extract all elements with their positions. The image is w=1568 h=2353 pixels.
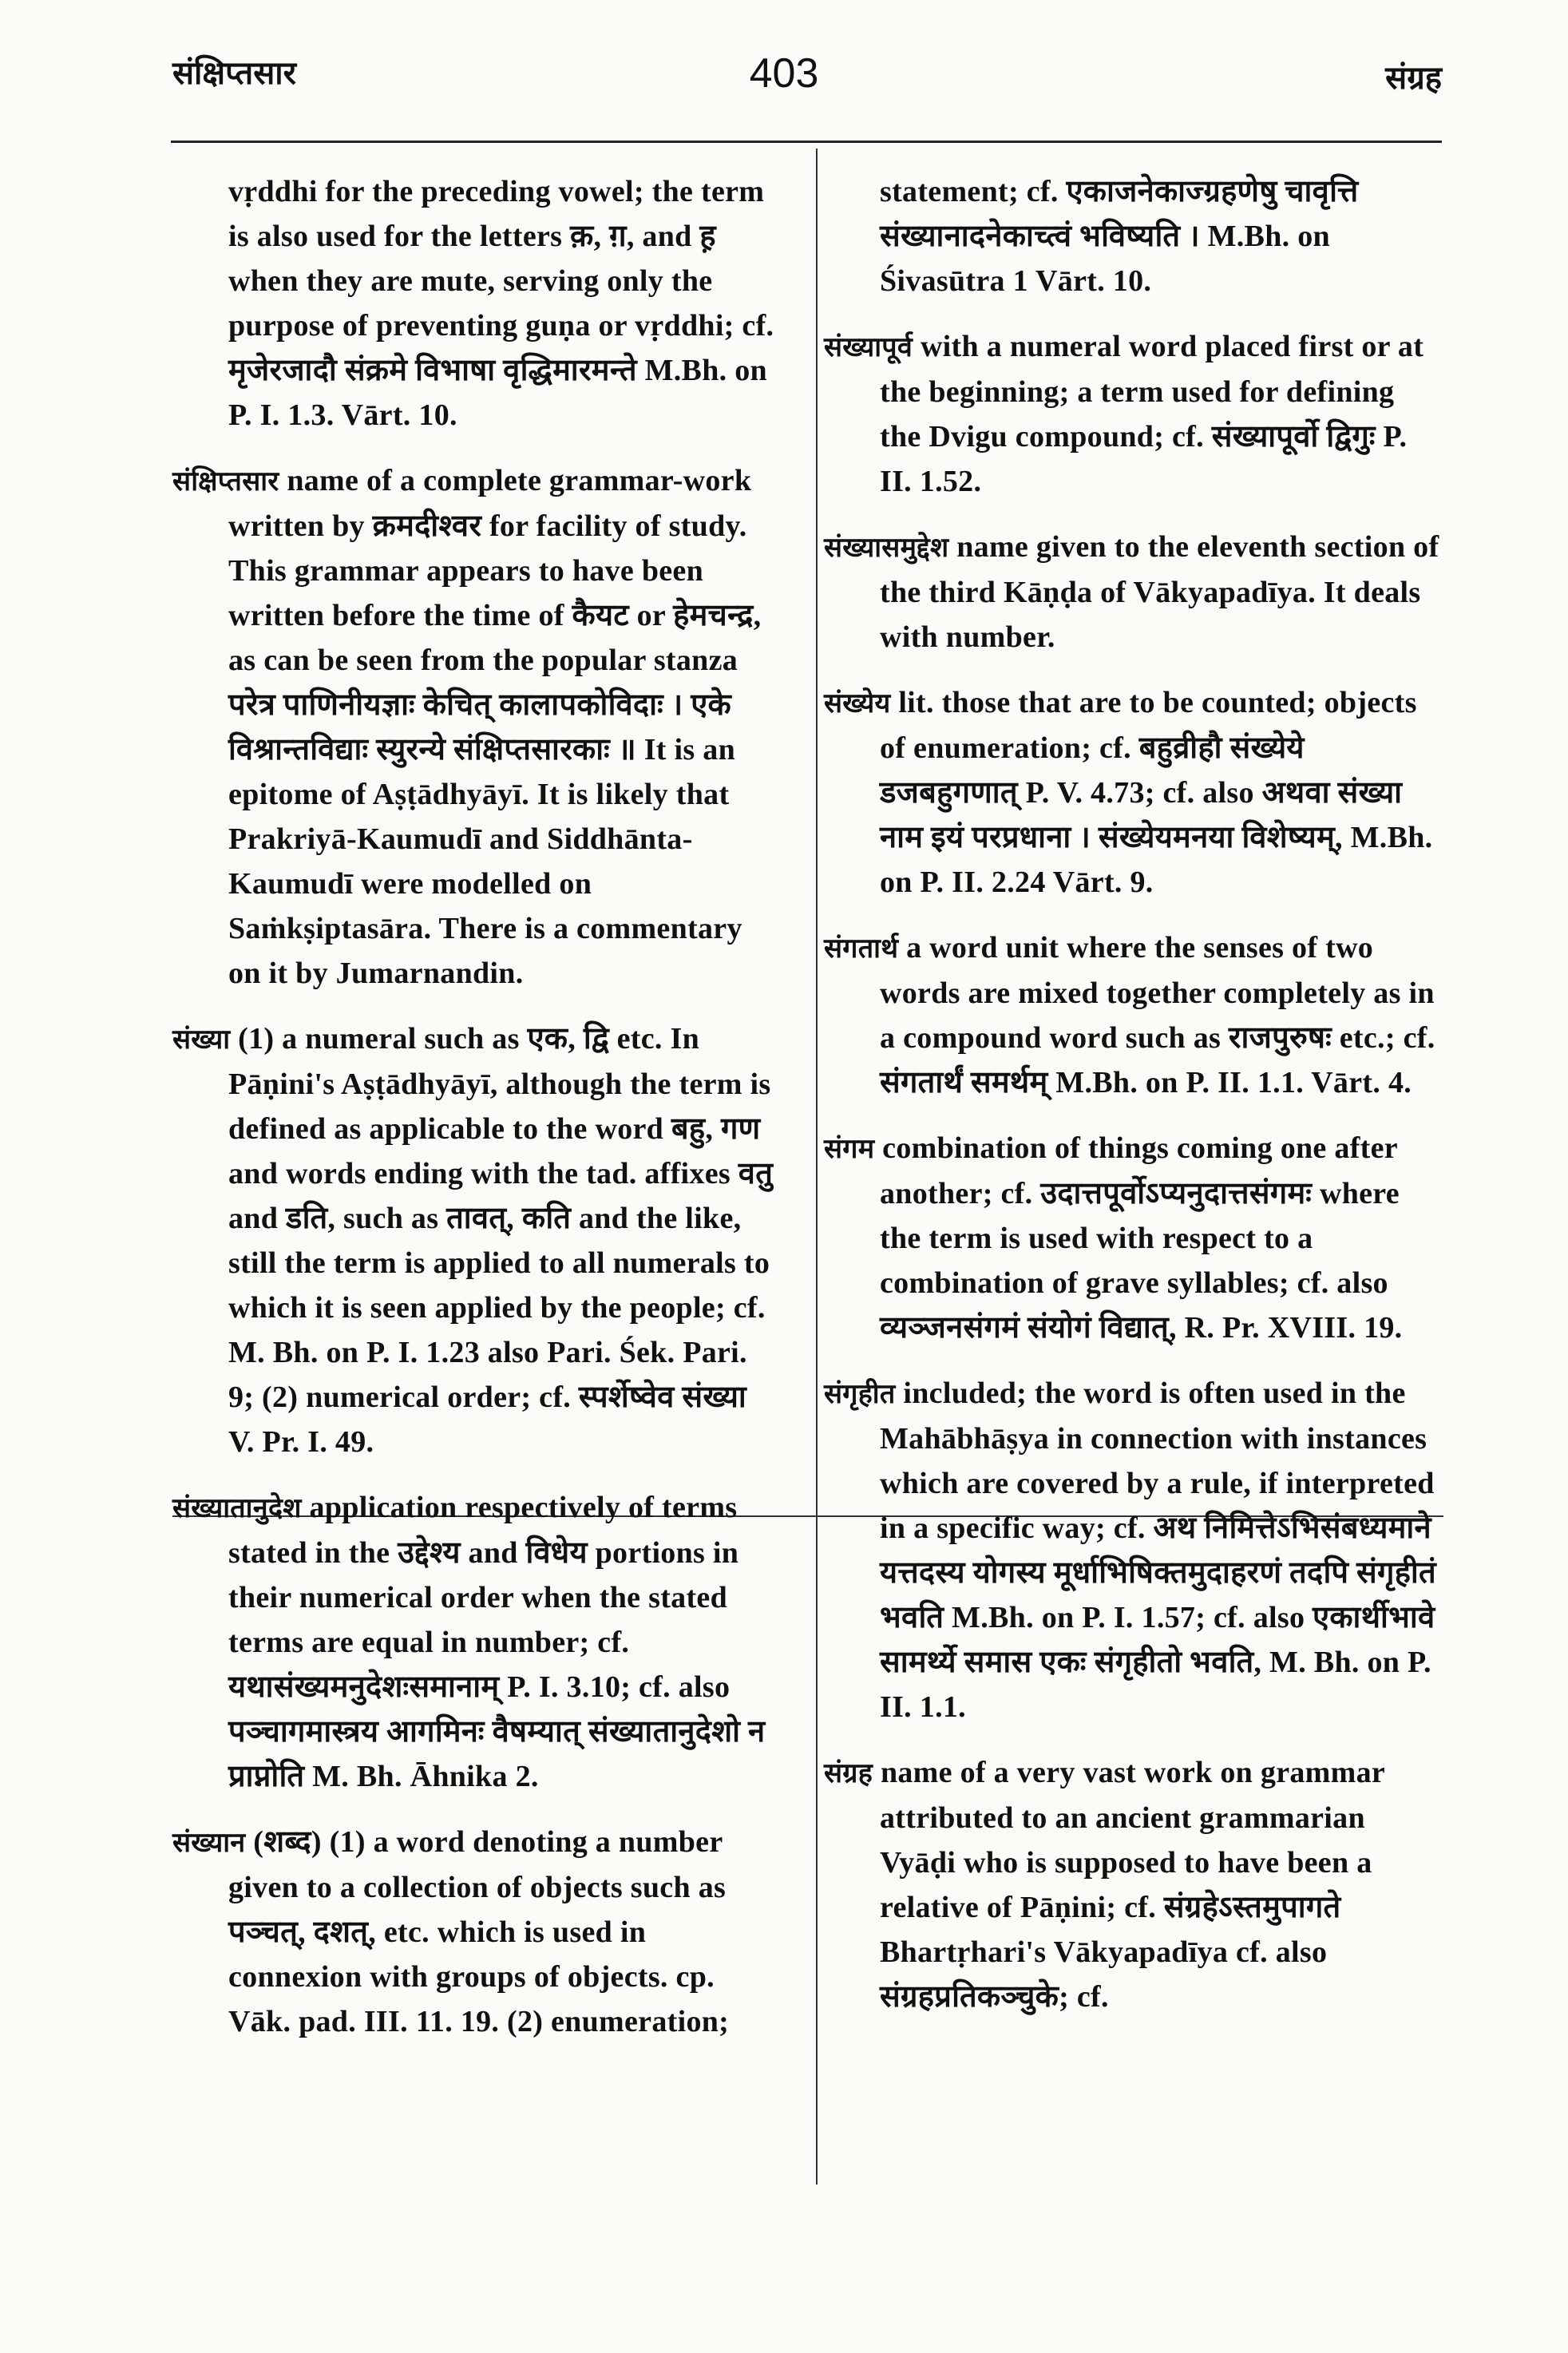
entry-headword: संग्रह [824, 1757, 873, 1789]
entry-headword: संक्षिप्तसार [172, 465, 279, 497]
entry-headword: संगम [824, 1133, 875, 1165]
running-head-left: संक्षिप्तसार [172, 55, 296, 92]
entry-text: statement; cf. एकाजनेकाज्ग्रहणेषु चावृत्ति संख्यानादनेकाच्त्वं भविष्यति । M.Bh. on Śivasūtra 1 Vārt. 10. [880, 175, 1359, 298]
entry-text: included; the word is often used in the Mahābhāṣya in connection with instances which are covered by a rule, if interpreted in a specific way; cf. अथ निमित्तेऽभिसंबध्यमाने यत्तदस्य योगस्य मूर्धाभिषिक्तमुदाहरणं तदपि संगृहीतं भवति M.Bh. on P. I. 1.57; cf. also एकार्थीभावे सामर्थ्ये समास एकः संगृहीतो भवति, M. Bh. on P. II. 1.1. [880, 1377, 1436, 1724]
dictionary-entry [824, 324, 1443, 504]
left-column [172, 169, 779, 2065]
entry-headword: संख्यान [172, 1827, 246, 1859]
dictionary-entry [172, 1485, 779, 1799]
entry-text: name of a very vast work on grammar attributed to an ancient grammarian Vyāḍi who is supposed to have been a relative of Pāṇini; cf. संग्रहेऽस्तमुपागते Bhartṛhari's Vākyapadīya cf. also संग्रहप्रतिकञ्चुके; cf. [880, 1756, 1385, 2014]
dictionary-entry [824, 925, 1443, 1105]
dictionary-entry [172, 1820, 779, 2044]
entry-headword: संगृहीत [824, 1378, 896, 1410]
dictionary-entry [824, 525, 1443, 660]
entry-text: vṛddhi for the preceding vowel; the term is also used for the letters क़, ग़, and ह़ when they are mute, serving only the purpose of preventing guṇa or vṛddhi; cf. मृजेरजादौ संक्रमे विभाषा वृद्धिमारमन्ते M.Bh. on P. I. 1.3. Vārt. 10. [228, 175, 774, 432]
header-rule [171, 141, 1442, 143]
dictionary-entry [824, 680, 1443, 905]
running-head-right: संग्रह [1385, 60, 1442, 97]
dictionary-entry [824, 1126, 1443, 1350]
dictionary-entry [172, 1016, 779, 1464]
entry-text: name of a complete grammar-work written by क्रमदीश्वर for facility of study. This grammar appears to have been written before the time of कैयट or हेमचन्द्र, as can be seen from the popular stanza परेत्र पाणिनीयज्ञाः केचित् कालापकोविदाः । एके विश्रान्तविद्याः स्युरन्ये संक्षिप्तसारकाः ॥ It is an epitome of Aṣṭādhyāyī. It is likely that Prakriyā-Kaumudī and Siddhānta-Kaumudī were modelled on Saṁkṣiptasāra. There is a commentary on it by Jumarnandin. [228, 464, 762, 990]
dictionary-entry [824, 1371, 1443, 1729]
dictionary-entry [172, 458, 779, 996]
entry-text: combination of things coming one after another; cf. उदात्तपूर्वोऽप्यनुदात्तसंगमः where the term is used with respect to a combination of grave syllables; cf. also व्यञ्जनसंगमं संयोगं विद्यात्, R. Pr. XVIII. 19. [880, 1131, 1403, 1345]
page-number: 403 [749, 50, 819, 97]
entry-text: a word unit where the senses of two words are mixed together completely as in a compound word such as राजपुरुषः etc.; cf. संगतार्थं समर्थम् M.Bh. on P. II. 1.1. Vārt. 4. [880, 931, 1435, 1099]
entry-text: name given to the eleventh section of the third Kāṇḍa of Vākyapadīya. It deals with number. [880, 530, 1439, 654]
entry-headword: संख्यापूर्व [824, 331, 913, 363]
dictionary-entry [824, 169, 1443, 303]
entry-text: (शब्द) (1) a word denoting a number given to a collection of objects such as पञ्चत्, दशत्, etc. which is used in connexion with groups of objects. cp. Vāk. pad. III. 11. 19. (2) enumeration; [228, 1825, 730, 2038]
entry-headword: संख्या [172, 1024, 231, 1056]
entry-text: (1) a numeral such as एक, द्वि etc. In Pāṇini's Aṣṭādhyāyī, although the term is defined as applicable to the word बहु, गण and words ending with the tad. affixes वतु and डति, such as तावत्, कति and the like, still the term is applied to all numerals to which it is seen applied by the people; cf. M. Bh. on P. I. 1.23 also Pari. Śek. Pari. 9; (2) numerical order; cf. स्पर्शेष्वेव संख्या V. Pr. I. 49. [228, 1022, 774, 1459]
entry-text: with a numeral word placed first or at the beginning; a term used for defining the Dvigu compound; cf. संख्यापूर्वो द्विगुः P. II. 1.52. [880, 330, 1424, 498]
page-header [0, 50, 1568, 113]
dictionary-entry [172, 169, 779, 438]
entry-text: application respectively of terms stated in the उद्देश्य and विधेय portions in their numerical order when the stated terms are equal in number; cf. यथासंख्यमनुदेशःसमानाम् P. I. 3.10; cf. also पञ्चागमास्त्रय आगमिनः वैषम्यात् संख्यातानुदेशो न प्राप्नोति M. Bh. Āhnika 2. [228, 1491, 766, 1793]
entry-headword: संख्येय [824, 687, 891, 719]
entry-headword: संगतार्थ [824, 933, 899, 965]
entry-text: lit. those that are to be counted; objects of enumeration; cf. बहुव्रीहौ संख्येये डजबहुगणात् P. V. 4.73; cf. also अथवा संख्या नाम इयं परप्रधाना । संख्येयमनया विशेष्यम्, M.Bh. on P. II. 2.24 Vārt. 9. [880, 686, 1433, 899]
dictionary-entry [824, 1750, 1443, 2019]
entry-headword: संख्यातानुदेश [172, 1492, 302, 1524]
entry-headword: संख्यासमुद्देश [824, 532, 949, 564]
right-column [824, 169, 1443, 2040]
column-divider [816, 149, 818, 2185]
